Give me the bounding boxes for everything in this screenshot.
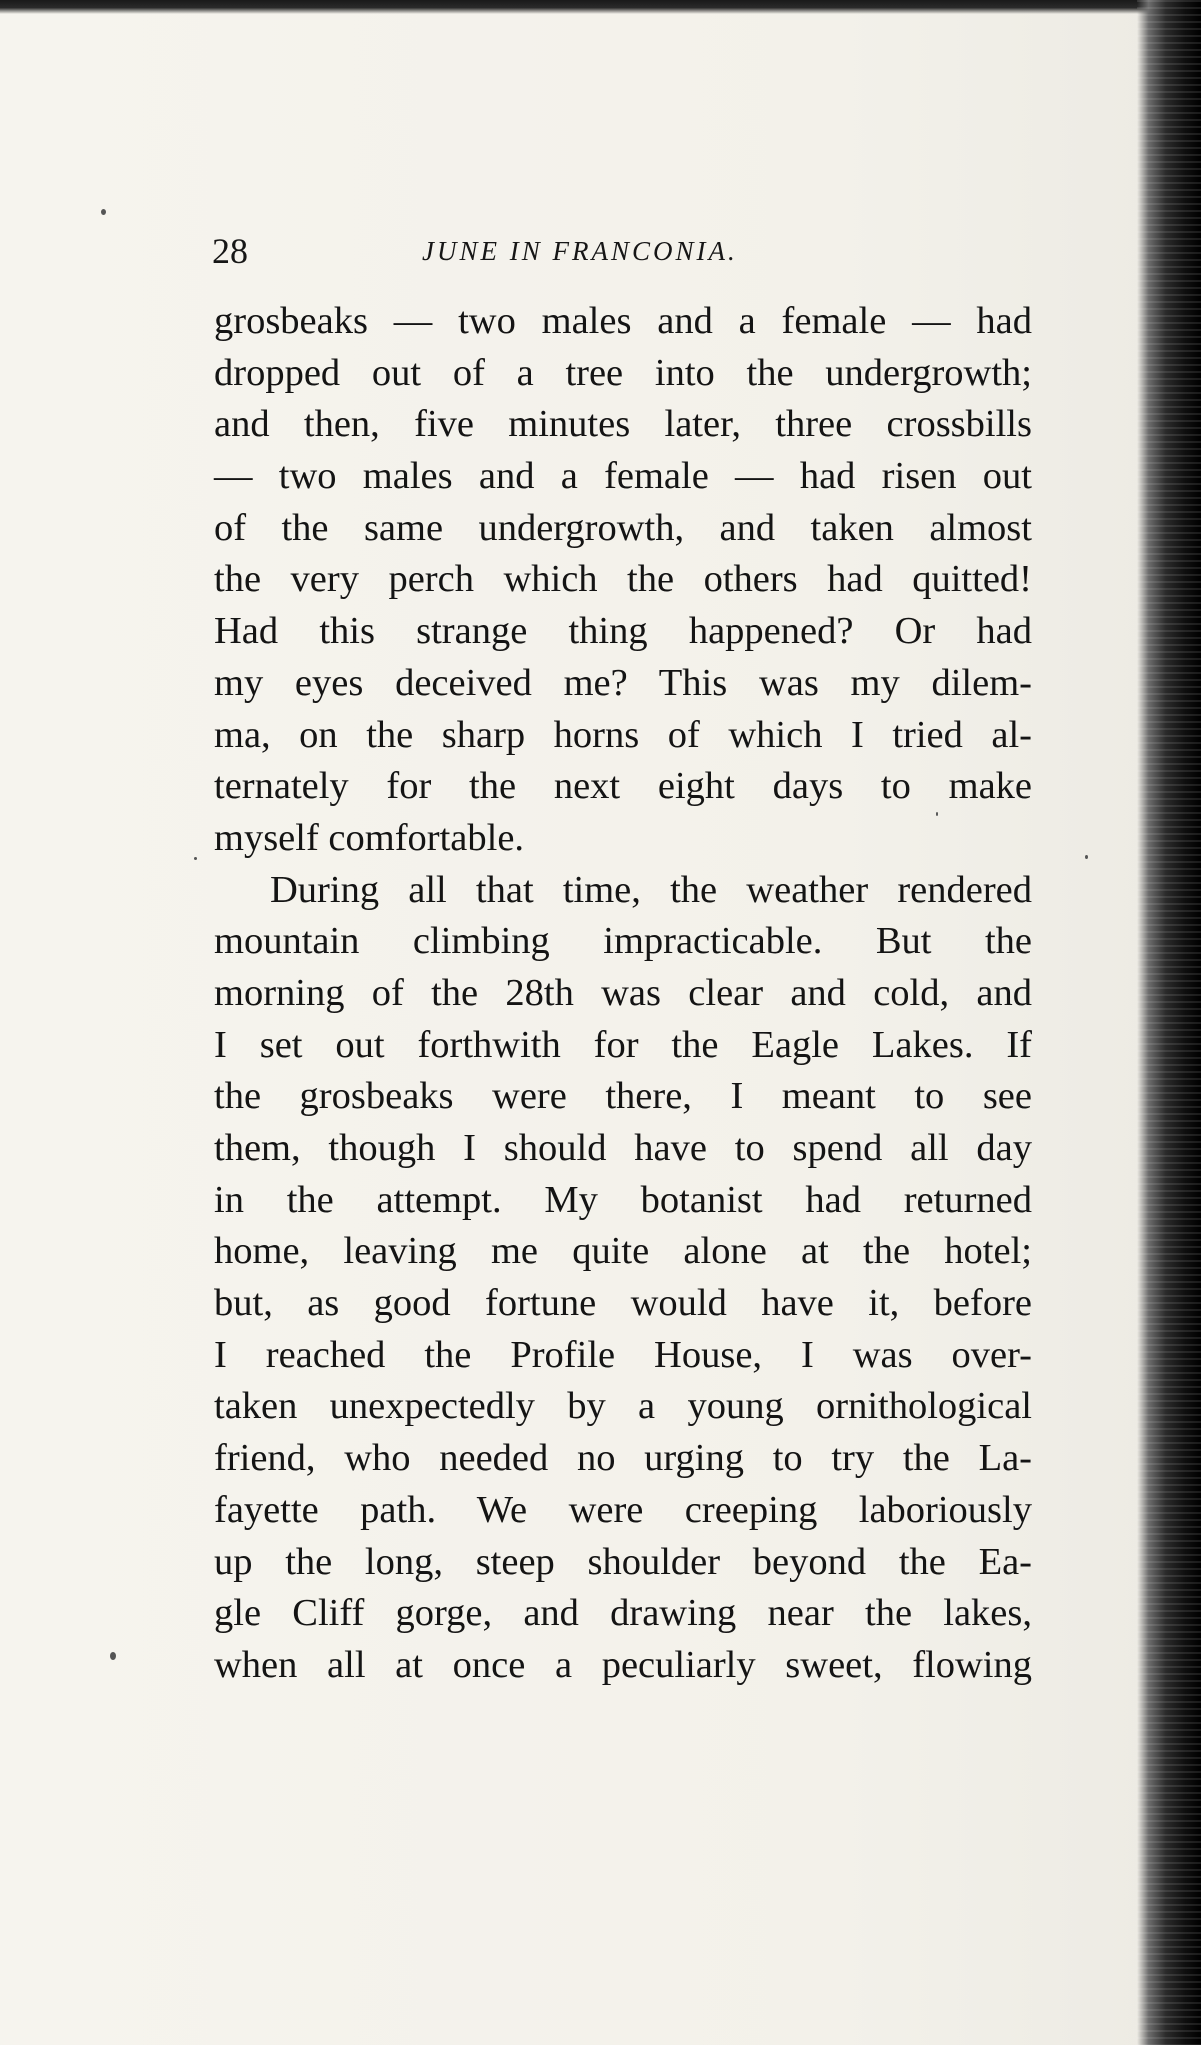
body-text — [214, 296, 1032, 1692]
text-line: ternately for the next eight days to make — [214, 765, 1032, 808]
paragraph-2 — [214, 865, 1032, 1692]
text-line: morning of the 28th was clear and cold, and — [214, 971, 1032, 1014]
text-line: the grosbeaks were there, I meant to see — [214, 1075, 1032, 1118]
text-line: in the attempt. My botanist had returned — [214, 1178, 1032, 1221]
text-line: I set out forthwith for the Eagle Lakes. If — [214, 1023, 1032, 1066]
text-line: I reached the Profile House, I was over- — [214, 1333, 1032, 1376]
text-line: During all that time, the weather rendered — [270, 868, 1032, 911]
text-line: but, as good fortune would have it, before — [214, 1282, 1032, 1325]
text-line: — two males and a female — had risen out — [214, 455, 1032, 498]
text-line: home, leaving me quite alone at the hotel; — [214, 1230, 1032, 1273]
scan-speck — [194, 857, 197, 860]
text-line: gle Cliff gorge, and drawing near the lakes, — [214, 1592, 1032, 1635]
running-header — [212, 226, 1052, 276]
scan-speck — [110, 1652, 116, 1660]
text-line: mountain climbing impracticable. But the — [214, 920, 1032, 963]
scan-speck — [1085, 855, 1088, 859]
text-line: myself comfortable. — [214, 816, 525, 859]
scan-top-shadow — [0, 0, 1201, 14]
running-title: JUNE IN FRANCONIA. — [422, 236, 738, 266]
page-number: 28 — [212, 231, 248, 271]
text-line: the very perch which the others had quitted! — [214, 558, 1032, 601]
book-binding-edge — [1137, 0, 1201, 2045]
text-line: when all at once a peculiarly sweet, flowing — [214, 1643, 1032, 1686]
text-line: and then, five minutes later, three crossbills — [214, 403, 1032, 446]
text-line: them, though I should have to spend all day — [214, 1127, 1032, 1169]
scan-speck — [101, 209, 106, 215]
text-line: ma, on the sharp horns of which I tried al- — [214, 713, 1032, 756]
text-line: grosbeaks — two males and a female — had — [214, 300, 1032, 342]
paragraph-1 — [214, 296, 1032, 865]
text-line: up the long, steep shoulder beyond the Ea- — [214, 1540, 1032, 1583]
text-line: taken unexpectedly by a young ornithological — [214, 1385, 1032, 1428]
text-line: my eyes deceived me? This was my dilem- — [214, 661, 1032, 704]
text-line: Had this strange thing happened? Or had — [214, 610, 1032, 653]
text-line: fayette path. We were creeping laboriously — [214, 1488, 1032, 1531]
text-line: of the same undergrowth, and taken almost — [214, 506, 1032, 549]
text-line: friend, who needed no urging to try the La- — [214, 1437, 1032, 1480]
text-line: dropped out of a tree into the undergrowth; — [214, 351, 1032, 394]
